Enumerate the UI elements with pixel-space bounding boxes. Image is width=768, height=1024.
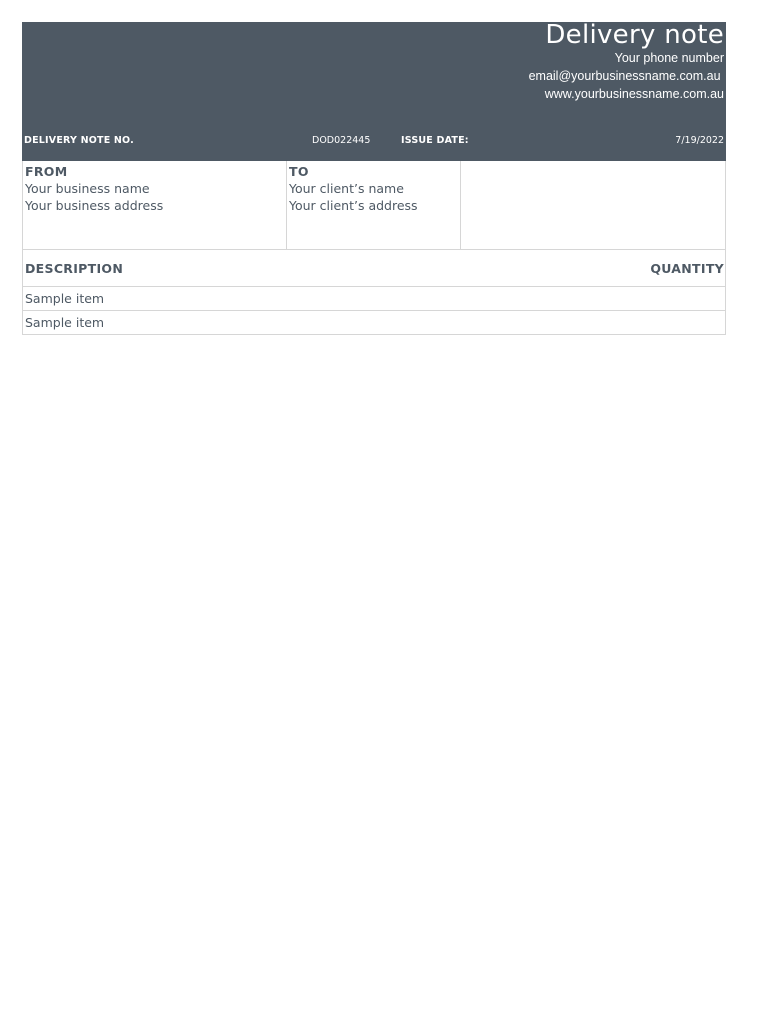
- table-row: [22, 287, 726, 311]
- parties-section: [22, 161, 726, 250]
- email-address: email@yourbusinessname.com.au: [528, 69, 724, 83]
- header-banner: [22, 22, 726, 161]
- issue-date-label: ISSUE DATE:: [401, 135, 469, 146]
- items-table-header: [22, 250, 726, 287]
- delivery-note-number: DOD022445: [312, 135, 371, 146]
- from-heading: FROM: [25, 164, 68, 179]
- empty-column: [461, 161, 727, 249]
- phone-number: Your phone number: [614, 51, 724, 65]
- to-heading: TO: [289, 164, 309, 179]
- from-business-name: Your business name: [25, 181, 150, 196]
- website: www.yourbusinessname.com.au: [544, 87, 724, 101]
- item-description: Sample item: [25, 291, 105, 306]
- from-business-address: Your business address: [25, 198, 164, 213]
- to-client-address: Your client’s address: [289, 198, 418, 213]
- quantity-column-header: QUANTITY: [650, 261, 724, 276]
- to-client-name: Your client’s name: [289, 181, 404, 196]
- document-title: Delivery note: [545, 20, 724, 50]
- issue-date: 7/19/2022: [675, 135, 724, 146]
- to-column: [287, 161, 461, 249]
- table-row: [22, 311, 726, 335]
- description-column-header: DESCRIPTION: [25, 261, 124, 276]
- delivery-note-sheet: [22, 22, 726, 335]
- from-column: [23, 161, 287, 249]
- item-description: Sample item: [25, 315, 105, 330]
- delivery-note-number-label: DELIVERY NOTE NO.: [24, 135, 134, 146]
